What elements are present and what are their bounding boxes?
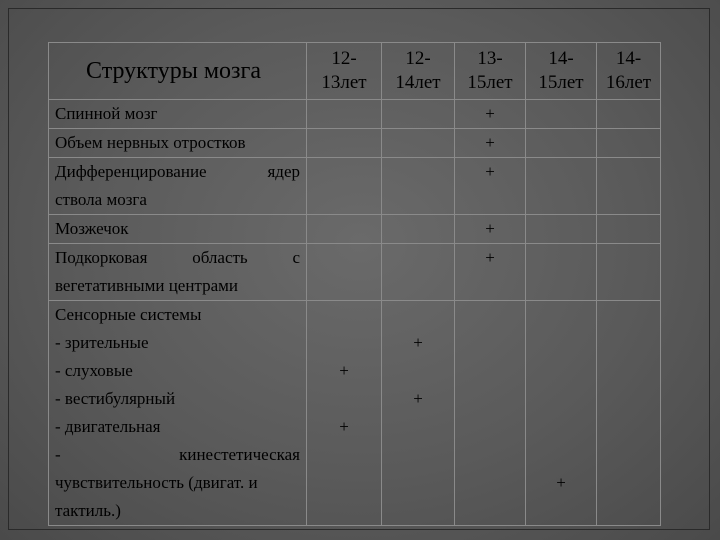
table-cell [382,215,455,244]
table-cell [307,158,382,215]
table-cell [526,100,597,129]
table-cell [597,301,661,526]
header-row [49,43,661,100]
table-cell [526,215,597,244]
column-header-age-14-16: 14- 16лет [597,43,661,100]
table-row [49,100,661,129]
row-label: Спинной мозг [49,100,307,129]
table-cell [597,158,661,215]
table-row [49,215,661,244]
table-cell: + [455,100,526,129]
column-header-structures: Структуры мозга [49,43,307,100]
table-row [49,244,661,301]
table-cell [307,215,382,244]
table-cell: + [455,244,526,301]
table-cell [526,244,597,301]
table-cell [382,129,455,158]
table-cell: + [455,158,526,215]
table-row-sensory [49,301,661,526]
table-cell: + + [382,301,455,526]
row-label-sensory: Сенсорные системы - зрительные - слуховые - вестибулярный - двигательная - кинестетическая чувствительность (двигат. и тактиль.) [49,301,307,526]
table-cell [382,158,455,215]
row-label: Дифференцирование ядер ствола мозга [49,158,307,215]
table-cell [455,301,526,526]
brain-structures-table [48,42,661,526]
column-header-age-14-15: 14- 15лет [526,43,597,100]
table-cell [526,129,597,158]
table-cell [597,129,661,158]
table-cell [307,100,382,129]
table-row [49,129,661,158]
table-cell [526,158,597,215]
table-cell [307,129,382,158]
table-row [49,158,661,215]
row-label: Подкорковая область с вегетативными центрами [49,244,307,301]
row-label: Объем нервных отростков [49,129,307,158]
table-cell: + [526,301,597,526]
table-cell [597,244,661,301]
column-header-age-12-14: 12- 14лет [382,43,455,100]
table-cell: + + [307,301,382,526]
table-cell [382,244,455,301]
table-cell [597,215,661,244]
table-cell [307,244,382,301]
table-cell: + [455,215,526,244]
row-label: Мозжечок [49,215,307,244]
table-cell [382,100,455,129]
column-header-age-12-13: 12- 13лет [307,43,382,100]
table-cell: + [455,129,526,158]
table-cell [597,100,661,129]
column-header-age-13-15: 13- 15лет [455,43,526,100]
